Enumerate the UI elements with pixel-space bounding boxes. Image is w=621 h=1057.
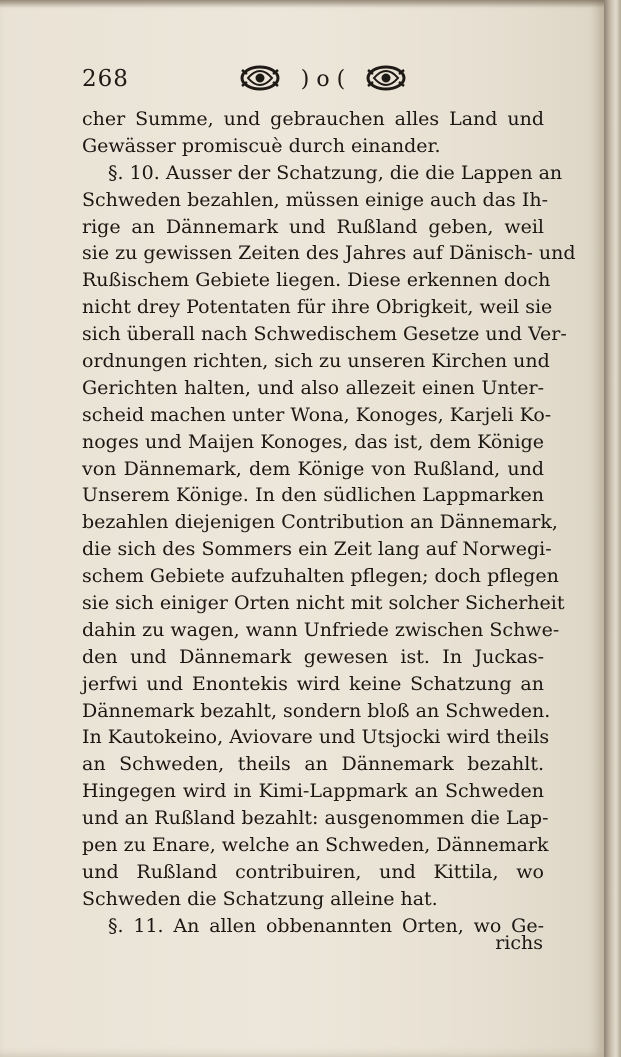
paragraph-start-line: §. 10. Ausser der Schatzung, die die Lappen an [108, 161, 563, 184]
page-edge [604, 0, 621, 1057]
left-flower-ornament [242, 67, 278, 89]
text-line: Hingegen wird in Kimi-Lappmark an Schweden [82, 780, 544, 803]
paragraph-start-line: §. 11. An allen obbenannten Orten, wo Ge- [108, 914, 544, 937]
text-line: von Dännemark, dem Könige von Rußland, und [82, 457, 544, 480]
text-line: den und Dännemark gewesen ist. In Juckas- [82, 645, 544, 668]
text-line: rige an Dännemark und Rußland geben, weil [82, 215, 544, 238]
text-line: an Schweden, theils an Dännemark bezahlt. [82, 753, 544, 776]
text-line: bezahlen diejenigen Contribution an Dännemark, [82, 511, 558, 534]
text-line: Unserem Könige. In den südlichen Lappmarken [82, 484, 544, 507]
page-top-shadow [0, 0, 604, 8]
text-line: pen zu Enare, welche an Schweden, Dännemark [82, 834, 549, 857]
text-line: schem Gebiete aufzuhalten pflegen; doch pflegen [82, 565, 559, 588]
text-line: die sich des Sommers ein Zeit lang auf Norwegi- [82, 538, 552, 561]
catchword: richs [495, 932, 543, 954]
text-line: Dännemark bezahlt, sondern bloß an Schweden. [82, 699, 551, 722]
text-line: sie sich einiger Orten nicht mit solcher Sicherheit [82, 592, 565, 615]
text-line: Gerichten halten, und also allezeit einen Unter- [82, 376, 544, 399]
header-ornament [238, 58, 408, 98]
text-line: sich überall nach Schwedischem Gesetze und Ver- [82, 323, 567, 346]
text-line: sie zu gewissen Zeiten des Jahres auf Dänisch- und [82, 242, 576, 265]
body-text [82, 106, 576, 940]
text-line: dahin zu wagen, wann Unfriede zwischen Schwe- [82, 618, 560, 641]
text-line: ordnungen richten, sich zu unseren Kirchen und [82, 350, 550, 373]
text-line: Schweden die Schatzung alleine hat. [82, 887, 438, 910]
text-line: Rußischem Gebiete liegen. Diese erkennen doch [82, 269, 551, 292]
text-line: jerfwi und Enontekis wird keine Schatzung an [82, 672, 544, 695]
text-line: und an Rußland bezahlt: ausgenommen die Lap- [82, 807, 549, 830]
text-line: In Kautokeino, Aviovare und Utsjocki wird theils [82, 726, 550, 749]
ornament-center-text: ) o ( [300, 67, 346, 92]
right-flower-ornament [368, 67, 404, 89]
text-line: noges und Maijen Konoges, das ist, dem Könige [82, 430, 544, 453]
page-number: 268 [82, 66, 129, 92]
page-header [82, 58, 546, 98]
text-line: cher Summe, und gebrauchen alles Land und [82, 108, 544, 130]
text-line: Schweden bezahlen, müssen einige auch das Ih- [82, 188, 548, 211]
text-line: nicht drey Potentaten für ihre Obrigkeit, weil sie [82, 296, 553, 319]
text-line: und Rußland contribuiren, und Kittila, wo [82, 860, 544, 883]
text-line: Gewässer promiscuè durch einander. [82, 134, 441, 157]
text-line: scheid machen unter Wona, Konoges, Karjeli Ko- [82, 403, 552, 426]
